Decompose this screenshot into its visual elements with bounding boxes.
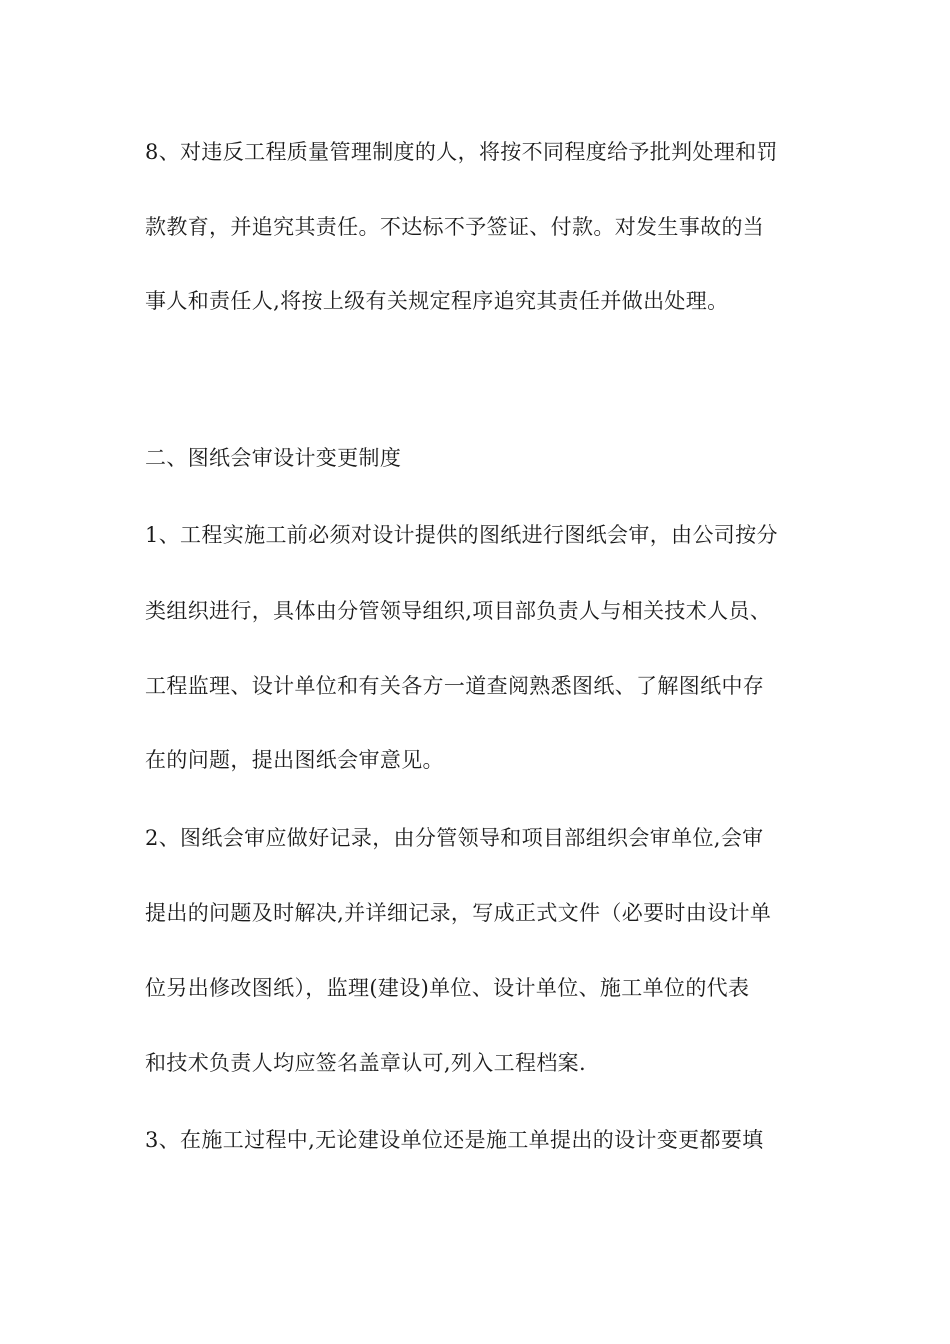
paragraph-1-line-4: 在的问题，提出图纸会审意见。 bbox=[145, 748, 444, 772]
paragraph-2-line-1: 2、图纸会审应做好记录，由分管领导和项目部组织会审单位,会审 bbox=[145, 826, 764, 850]
paragraph-2-line-3: 位另出修改图纸），监理(建设)单位、设计单位、施工单位的代表 bbox=[145, 976, 750, 1000]
paragraph-3-line-1: 3、在施工过程中,无论建设单位还是施工单提出的设计变更都要填 bbox=[145, 1128, 764, 1152]
section-heading: 二、图纸会审设计变更制度 bbox=[145, 446, 402, 470]
paragraph-1-line-2: 类组织进行，具体由分管领导组织,项目部负责人与相关技术人员、 bbox=[145, 599, 772, 623]
paragraph-1-line-1: 1、工程实施工前必须对设计提供的图纸进行图纸会审，由公司按分 bbox=[145, 523, 778, 547]
paragraph-2-line-2: 提出的问题及时解决,并详细记录，写成正式文件（必要时由设计单 bbox=[145, 901, 772, 925]
paragraph-1-line-3: 工程监理、设计单位和有关各方一道查阅熟悉图纸、了解图纸中存 bbox=[145, 674, 765, 698]
paragraph-8-line-3: 事人和责任人,将按上级有关规定程序追究其责任并做出处理。 bbox=[145, 289, 729, 313]
paragraph-8-line-2: 款教育，并追究其责任。不达标不予签证、付款。对发生事故的当 bbox=[145, 215, 765, 239]
paragraph-2-line-4: 和技术负责人均应签名盖章认可,列入工程档案. bbox=[145, 1051, 587, 1075]
paragraph-8-line-1: 8、对违反工程质量管理制度的人，将按不同程度给予批判处理和罚 bbox=[145, 140, 778, 164]
